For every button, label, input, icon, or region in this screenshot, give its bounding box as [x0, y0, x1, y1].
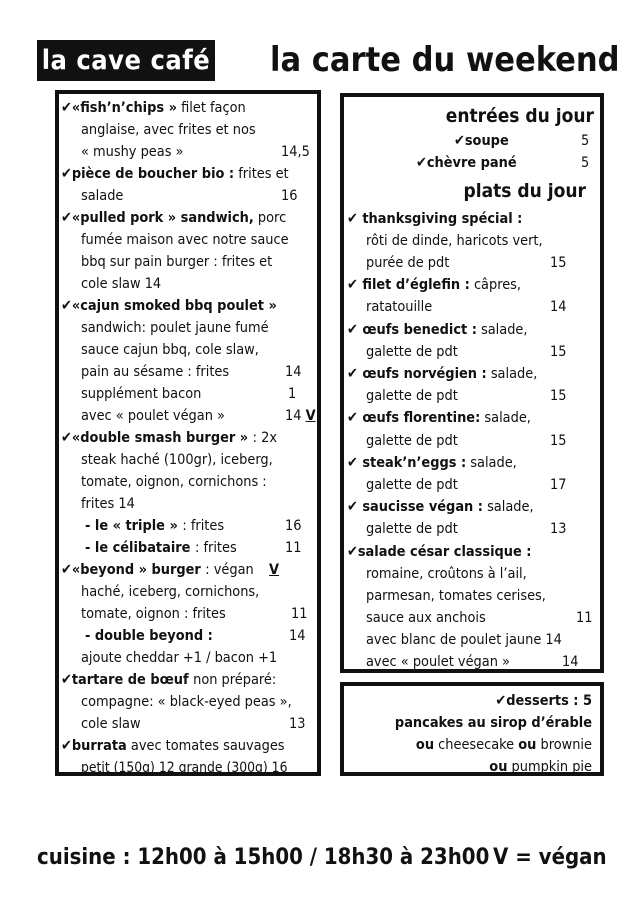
item-desc: cole slaw 14	[81, 276, 162, 292]
menu-item-triple: - le « triple » : frites	[85, 518, 225, 534]
menu-item-salade-cesar: ✔salade césar classique :	[347, 544, 532, 560]
menu-item-double-beyond: - double beyond :	[85, 628, 213, 644]
item-price: 14,5	[281, 144, 310, 160]
menu-item-double-smash: ✔«double smash burger » : 2x	[61, 430, 278, 446]
item-price: 14 V	[285, 408, 316, 424]
item-desc: petit (150g) 12 grande (300g) 16	[81, 760, 288, 776]
menu-left-box	[55, 90, 321, 776]
item-price: 15	[550, 388, 567, 404]
item-price: 11	[291, 606, 308, 622]
menu-item-saucisse: ✔ saucisse végan : salade,	[347, 499, 534, 515]
item-price: 11	[285, 540, 302, 556]
dessert-pumpkin: ou pumpkin pie	[489, 759, 592, 775]
vegan-mark: V	[305, 408, 316, 424]
item-desc: galette de pdt	[366, 388, 458, 404]
dessert-options: ou cheesecake ou brownie	[415, 737, 592, 753]
menu-item-norvegien: ✔ œufs norvégien : salade,	[347, 366, 538, 382]
menu-item-steak-eggs: ✔ steak’n’eggs : salade,	[347, 455, 517, 471]
item-price: 15	[550, 344, 567, 360]
item-desc: tomate, oignon : frites	[81, 606, 226, 622]
menu-item-piece-boucher: ✔pièce de boucher bio : frites et	[61, 166, 289, 182]
desserts-title: ✔desserts : 5	[495, 693, 592, 709]
item-desc: frites 14	[81, 496, 135, 512]
menu-item-fish-chips: ✔«fish’n’chips » filet façon	[61, 100, 246, 116]
item-desc: sandwich: poulet jaune fumé	[81, 320, 269, 336]
cafe-logo: la cave café	[37, 40, 215, 81]
item-price: 1	[288, 386, 297, 402]
desserts-box	[340, 682, 604, 776]
item-price: 13	[550, 521, 567, 537]
item-desc: ajoute cheddar +1 / bacon +1	[81, 650, 278, 666]
item-desc: salade	[81, 188, 124, 204]
item-desc: purée de pdt	[366, 255, 450, 271]
item-desc: cole slaw	[81, 716, 141, 732]
item-price: 14	[289, 628, 306, 644]
menu-item-florentine: ✔ œufs florentine: salade,	[347, 410, 531, 426]
item-desc: sauce aux anchois	[366, 610, 486, 626]
item-price: 15	[550, 255, 567, 271]
menu-item-thanksgiving: ✔ thanksgiving spécial :	[347, 211, 523, 227]
item-price: 16	[285, 518, 302, 534]
menu-item-cajun: ✔«cajun smoked bbq poulet »	[61, 298, 277, 314]
item-desc: avec « poulet végan »	[366, 654, 510, 670]
item-desc: galette de pdt	[366, 521, 458, 537]
menu-item-benedict: ✔ œufs benedict : salade,	[347, 322, 528, 338]
item-desc: sauce cajun bbq, cole slaw,	[81, 342, 259, 358]
item-desc: supplément bacon	[81, 386, 202, 402]
item-desc: bbq sur pain burger : frites et	[81, 254, 273, 270]
page-title: la carte du weekend	[270, 40, 620, 80]
item-price: 16	[281, 188, 298, 204]
item-desc: compagne: « black-eyed peas »,	[81, 694, 292, 710]
item-desc: anglaise, avec frites et nos	[81, 122, 256, 138]
item-price: 5	[581, 133, 590, 149]
item-desc: « mushy peas »	[81, 144, 184, 160]
item-desc: galette de pdt	[366, 433, 458, 449]
item-desc: haché, iceberg, cornichons,	[81, 584, 260, 600]
menu-item-filet: ✔ filet d’églefin : câpres,	[347, 277, 522, 293]
item-desc: tomate, oignon, cornichons :	[81, 474, 267, 490]
entrees-heading: entrées du jour	[445, 105, 594, 127]
item-desc: avec « poulet végan »	[81, 408, 225, 424]
menu-item-celibataire: - le célibataire : frites	[85, 540, 237, 556]
item-desc: pain au sésame : frites	[81, 364, 230, 380]
item-price: 11	[576, 610, 593, 626]
item-desc: romaine, croûtons à l’ail,	[366, 566, 527, 582]
plats-heading: plats du jour	[463, 180, 586, 202]
item-desc: steak haché (100gr), iceberg,	[81, 452, 273, 468]
item-price: 13	[289, 716, 306, 732]
menu-item-pulled-pork: ✔«pulled pork » sandwich, porc	[61, 210, 287, 226]
item-price: 5	[581, 155, 590, 171]
item-desc: parmesan, tomates cerises,	[366, 588, 546, 604]
menu-item-burrata: ✔burrata avec tomates sauvages	[61, 738, 285, 754]
menu-item-chevre: ✔chèvre pané	[416, 155, 517, 171]
item-price: 17	[550, 477, 567, 493]
item-price: 14	[285, 364, 302, 380]
item-desc: galette de pdt	[366, 477, 458, 493]
menu-item-tartare: ✔tartare de bœuf non préparé:	[61, 672, 277, 688]
dessert-pancakes: pancakes au sirop d’érable	[394, 715, 592, 731]
footer-hours: cuisine : 12h00 à 15h00 / 18h30 à 23h00	[37, 845, 490, 870]
item-desc: avec blanc de poulet jaune 14	[366, 632, 562, 648]
menu-right-box	[340, 93, 604, 673]
item-price: 14	[562, 654, 579, 670]
menu-item-soupe: ✔soupe	[454, 133, 509, 149]
footer-legend: V = végan	[493, 845, 607, 870]
item-desc: galette de pdt	[366, 344, 458, 360]
vegan-mark: V	[269, 562, 280, 578]
menu-item-beyond-burger: ✔«beyond » burger : végan	[61, 562, 254, 578]
item-desc: ratatouille	[366, 299, 433, 315]
item-price: 14	[550, 299, 567, 315]
item-desc: rôti de dinde, haricots vert,	[366, 233, 543, 249]
item-price: 15	[550, 433, 567, 449]
item-desc: fumée maison avec notre sauce	[81, 232, 289, 248]
